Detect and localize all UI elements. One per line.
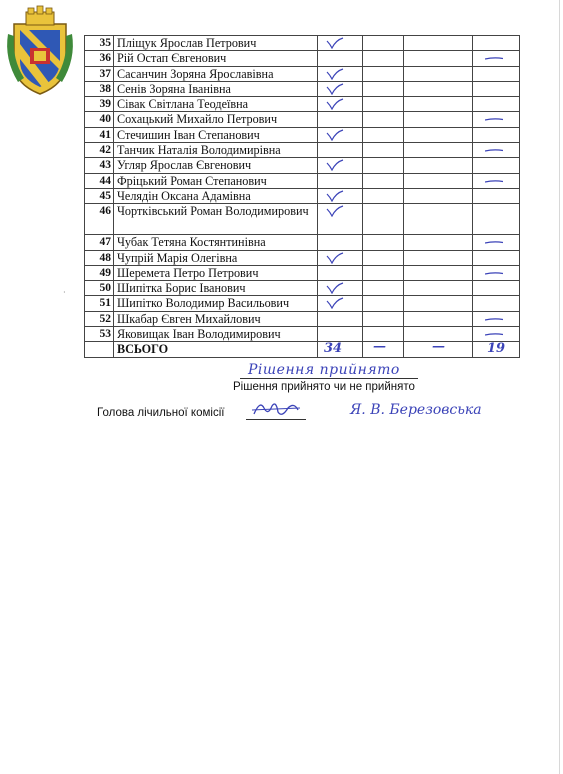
vote-abstain-cell — [404, 112, 473, 127]
vote-abstain-cell — [404, 36, 473, 51]
coat-of-arms-emblem — [4, 4, 76, 96]
deputy-name: Чортківський Роман Володимирович — [114, 204, 318, 235]
row-number: 52 — [85, 311, 114, 326]
not-voted-cell — [473, 327, 520, 342]
vote-against-cell — [363, 36, 404, 51]
deputy-name: Угляр Ярослав Євгенович — [114, 158, 318, 173]
dash-mark-icon — [485, 318, 503, 321]
deputy-name: Чубак Тетяна Костянтинівна — [114, 235, 318, 250]
table-row — [85, 143, 520, 158]
row-number: 37 — [85, 66, 114, 81]
checkmark-icon — [326, 297, 344, 309]
decision-handwritten: Рішення прийнято — [248, 362, 400, 378]
vote-against-cell — [363, 127, 404, 142]
checkmark-icon — [326, 68, 344, 80]
vote-abstain-cell — [404, 127, 473, 142]
table-row — [85, 173, 520, 188]
vote-against-cell — [363, 296, 404, 311]
deputy-name: Сівак Світлана Теодеївна — [114, 97, 318, 112]
table-row — [85, 127, 520, 142]
vote-abstain-cell — [404, 250, 473, 265]
vote-for-cell — [318, 204, 363, 235]
vote-abstain-cell — [404, 296, 473, 311]
vote-against-cell — [363, 188, 404, 203]
row-number: 47 — [85, 235, 114, 250]
vote-for-cell — [318, 327, 363, 342]
row-number: 35 — [85, 36, 114, 51]
vote-for-cell — [318, 81, 363, 96]
total-label: ВСЬОГО — [114, 342, 318, 358]
row-number: 53 — [85, 327, 114, 342]
row-number: 36 — [85, 51, 114, 66]
scan-speck: · — [63, 288, 66, 297]
deputy-name: Шеремета Петро Петрович — [114, 265, 318, 280]
table-row — [85, 112, 520, 127]
deputy-name: Танчик Наталія Володимирівна — [114, 143, 318, 158]
vote-for-cell — [318, 235, 363, 250]
not-voted-cell — [473, 173, 520, 188]
vote-for-cell — [318, 188, 363, 203]
page-edge-line — [559, 0, 560, 774]
table-row — [85, 188, 520, 203]
not-voted-cell — [473, 204, 520, 235]
total-row — [85, 342, 520, 358]
vote-against-cell — [363, 51, 404, 66]
row-number: 49 — [85, 265, 114, 280]
vote-for-cell — [318, 173, 363, 188]
table-row — [85, 327, 520, 342]
vote-for-cell — [318, 112, 363, 127]
not-voted-cell — [473, 112, 520, 127]
vote-for-cell — [318, 281, 363, 296]
row-number: 41 — [85, 127, 114, 142]
row-number: 51 — [85, 296, 114, 311]
checkmark-icon — [326, 159, 344, 171]
vote-for-cell — [318, 36, 363, 51]
not-voted-cell — [473, 127, 520, 142]
vote-abstain-cell — [404, 66, 473, 81]
vote-abstain-cell — [404, 311, 473, 326]
commission-chair-name: Я. В. Березовська — [350, 402, 482, 418]
not-voted-cell — [473, 311, 520, 326]
checkmark-icon — [326, 83, 344, 95]
row-number: 43 — [85, 158, 114, 173]
not-voted-cell — [473, 265, 520, 280]
row-number: 46 — [85, 204, 114, 235]
vote-against-cell — [363, 173, 404, 188]
vote-against-cell — [363, 81, 404, 96]
table-row — [85, 158, 520, 173]
dash-mark-icon — [485, 333, 503, 336]
not-voted-cell — [473, 281, 520, 296]
row-number: 50 — [85, 281, 114, 296]
vote-abstain-cell — [404, 81, 473, 96]
decision-underline — [240, 378, 418, 379]
table-row — [85, 36, 520, 51]
dash-mark-icon — [485, 118, 503, 121]
not-voted-cell — [473, 188, 520, 203]
table-row — [85, 311, 520, 326]
deputy-name: Сенів Зоряна Іванівна — [114, 81, 318, 96]
not-voted-cell — [473, 81, 520, 96]
signature-line — [246, 419, 306, 420]
checkmark-icon — [326, 129, 344, 141]
table-row — [85, 296, 520, 311]
vote-for-cell — [318, 311, 363, 326]
dash-mark-icon — [485, 180, 503, 183]
vote-for-cell — [318, 143, 363, 158]
row-number: 44 — [85, 173, 114, 188]
deputy-name: Стечишин Іван Степанович — [114, 127, 318, 142]
vote-against-cell — [363, 265, 404, 280]
row-number: 42 — [85, 143, 114, 158]
vote-abstain-cell — [404, 281, 473, 296]
row-number: 39 — [85, 97, 114, 112]
table-row — [85, 204, 520, 235]
row-number: 38 — [85, 81, 114, 96]
vote-abstain-cell — [404, 51, 473, 66]
not-voted-cell — [473, 158, 520, 173]
row-number: 40 — [85, 112, 114, 127]
row-number: 45 — [85, 188, 114, 203]
vote-abstain-cell — [404, 265, 473, 280]
deputy-name: Шипітко Володимир Васильович — [114, 296, 318, 311]
vote-abstain-cell — [404, 204, 473, 235]
vote-for-cell — [318, 97, 363, 112]
deputy-name: Яковищак Іван Володимирович — [114, 327, 318, 342]
voting-results-table — [84, 35, 520, 358]
deputy-name: Челядін Оксана Адамівна — [114, 188, 318, 203]
signature — [250, 398, 302, 420]
not-voted-cell — [473, 66, 520, 81]
vote-abstain-cell — [404, 143, 473, 158]
vote-abstain-cell — [404, 173, 473, 188]
vote-against-cell — [363, 311, 404, 326]
not-voted-cell — [473, 143, 520, 158]
deputy-name: Шкабар Євген Михайлович — [114, 311, 318, 326]
deputy-name: Шипітка Борис Іванович — [114, 281, 318, 296]
checkmark-icon — [326, 252, 344, 264]
not-voted-cell — [473, 97, 520, 112]
table-row — [85, 281, 520, 296]
vote-for-cell — [318, 265, 363, 280]
vote-abstain-cell — [404, 97, 473, 112]
vote-abstain-cell — [404, 158, 473, 173]
vote-against-cell — [363, 250, 404, 265]
total-abstain-count: — — [432, 339, 445, 355]
not-voted-cell — [473, 235, 520, 250]
total-against-count: — — [373, 339, 386, 355]
vote-for-cell — [318, 51, 363, 66]
row-number: 48 — [85, 250, 114, 265]
vote-against-cell — [363, 143, 404, 158]
vote-for-cell — [318, 127, 363, 142]
table-row — [85, 265, 520, 280]
dash-mark-icon — [485, 57, 503, 60]
table-row — [85, 81, 520, 96]
table-row — [85, 235, 520, 250]
vote-against-cell — [363, 66, 404, 81]
table-row — [85, 97, 520, 112]
vote-against-cell — [363, 97, 404, 112]
vote-abstain-cell — [404, 235, 473, 250]
commission-chair-label: Голова лічильної комісії — [97, 407, 225, 419]
total-for-count: 34 — [324, 341, 343, 357]
vote-against-cell — [363, 235, 404, 250]
table-row — [85, 66, 520, 81]
checkmark-icon — [326, 190, 344, 202]
deputy-name: Чупрій Марія Олегівна — [114, 250, 318, 265]
not-voted-cell — [473, 296, 520, 311]
vote-for-cell — [318, 296, 363, 311]
vote-against-cell — [363, 204, 404, 235]
dash-mark-icon — [485, 241, 503, 244]
vote-abstain-cell — [404, 188, 473, 203]
checkmark-icon — [326, 37, 344, 49]
vote-against-cell — [363, 158, 404, 173]
table-row — [85, 250, 520, 265]
not-voted-cell — [473, 36, 520, 51]
vote-for-cell — [318, 250, 363, 265]
checkmark-icon — [326, 205, 344, 217]
dash-mark-icon — [485, 272, 503, 275]
dash-mark-icon — [485, 149, 503, 152]
vote-for-cell — [318, 158, 363, 173]
deputy-name: Сохацький Михайло Петрович — [114, 112, 318, 127]
not-voted-cell — [473, 250, 520, 265]
vote-against-cell — [363, 281, 404, 296]
table-row — [85, 51, 520, 66]
total-not-voted-count: 19 — [487, 341, 506, 357]
vote-for-cell — [318, 66, 363, 81]
vote-against-cell — [363, 112, 404, 127]
deputy-name: Рій Остап Євгенович — [114, 51, 318, 66]
decision-caption: Рішення прийнято чи не прийнято — [233, 381, 415, 393]
checkmark-icon — [326, 98, 344, 110]
not-voted-cell — [473, 51, 520, 66]
deputy-name: Пліщук Ярослав Петрович — [114, 36, 318, 51]
deputy-name: Фріцький Роман Степанович — [114, 173, 318, 188]
deputy-name: Сасанчин Зоряна Ярославівна — [114, 66, 318, 81]
checkmark-icon — [326, 282, 344, 294]
